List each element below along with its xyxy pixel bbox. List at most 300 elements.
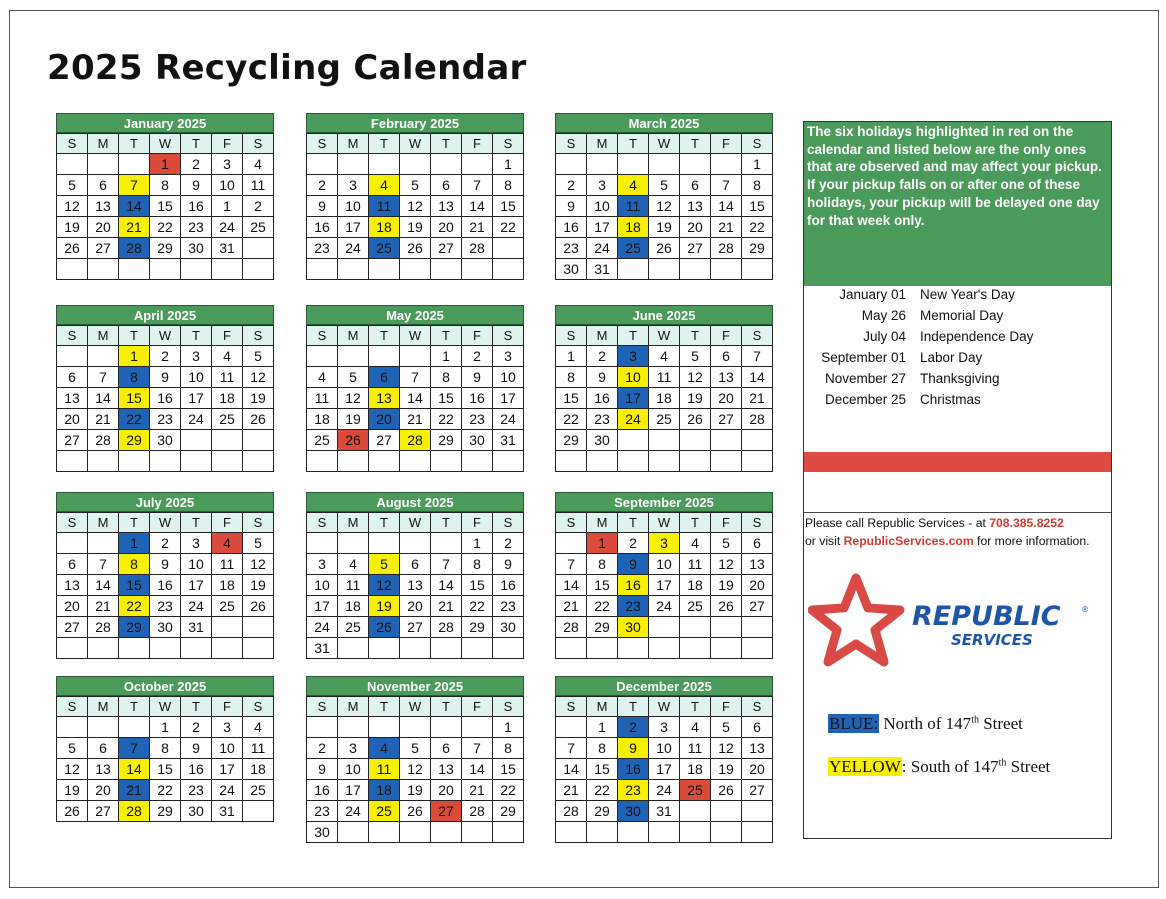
weekday-header: M: [88, 697, 119, 717]
call-prefix: Please call Republic Services - at: [805, 516, 990, 530]
day-cell: 26: [57, 238, 88, 259]
day-cell: 12: [243, 367, 274, 388]
day-cell: 24: [587, 238, 618, 259]
day-cell: 4: [307, 367, 338, 388]
weekday-header: T: [369, 513, 400, 533]
weekday-header: S: [742, 326, 773, 346]
day-cell: 1: [431, 346, 462, 367]
day-cell: [742, 822, 773, 843]
visit-suffix: for more information.: [973, 534, 1090, 548]
week-row: [556, 175, 773, 196]
month-calendar: [306, 492, 524, 659]
day-cell: 4: [649, 346, 680, 367]
day-cell: [587, 451, 618, 472]
day-cell: 14: [431, 575, 462, 596]
legend-blue-swatch: BLUE:: [829, 714, 879, 733]
day-cell: 2: [618, 717, 649, 738]
day-cell: 2: [587, 346, 618, 367]
day-cell: [57, 638, 88, 659]
day-cell: 27: [57, 430, 88, 451]
day-cell: 22: [493, 780, 524, 801]
legend-blue-text: North of 147: [879, 714, 972, 733]
day-cell: 10: [307, 575, 338, 596]
day-cell: [307, 154, 338, 175]
week-row: [57, 259, 274, 280]
day-cell: [431, 451, 462, 472]
day-cell: [431, 638, 462, 659]
day-cell: [493, 238, 524, 259]
day-cell: [369, 451, 400, 472]
weekday-header: M: [338, 697, 369, 717]
day-cell: 5: [649, 175, 680, 196]
week-row: [556, 638, 773, 659]
day-cell: 5: [338, 367, 369, 388]
week-row: [57, 217, 274, 238]
day-cell: 13: [431, 196, 462, 217]
day-cell: [338, 346, 369, 367]
weekday-header: M: [338, 134, 369, 154]
week-row: [57, 638, 274, 659]
day-cell: 31: [587, 259, 618, 280]
day-cell: 8: [150, 175, 181, 196]
day-cell: [400, 259, 431, 280]
day-cell: 10: [649, 554, 680, 575]
day-cell: 26: [649, 238, 680, 259]
day-cell: [711, 451, 742, 472]
phone-number[interactable]: 708.385.8252: [989, 516, 1064, 530]
day-cell: [338, 451, 369, 472]
weekday-header: W: [150, 513, 181, 533]
day-cell: 29: [742, 238, 773, 259]
month-title: September 2025: [555, 492, 773, 512]
week-row: [307, 367, 524, 388]
day-cell: 16: [587, 388, 618, 409]
day-cell: 6: [742, 533, 773, 554]
day-cell: 24: [618, 409, 649, 430]
day-cell: 14: [119, 196, 150, 217]
day-cell: 24: [212, 780, 243, 801]
day-cell: 25: [243, 217, 274, 238]
day-cell: 11: [649, 367, 680, 388]
day-cell: [400, 346, 431, 367]
day-cell: 8: [431, 367, 462, 388]
legend-yellow: [828, 757, 1050, 777]
day-cell: 27: [680, 238, 711, 259]
weekday-header: S: [742, 513, 773, 533]
day-cell: [181, 451, 212, 472]
day-cell: 14: [556, 759, 587, 780]
day-cell: [711, 154, 742, 175]
day-cell: 28: [556, 801, 587, 822]
week-row: [307, 196, 524, 217]
day-cell: [400, 638, 431, 659]
weekday-header: S: [556, 697, 587, 717]
weekday-header: W: [150, 326, 181, 346]
day-cell: [57, 259, 88, 280]
week-row: [307, 451, 524, 472]
day-cell: 18: [338, 596, 369, 617]
week-row: [307, 554, 524, 575]
day-cell: 29: [150, 801, 181, 822]
day-cell: 24: [307, 617, 338, 638]
day-cell: 15: [587, 575, 618, 596]
day-cell: 4: [338, 554, 369, 575]
day-cell: 5: [711, 533, 742, 554]
weekday-header: F: [212, 326, 243, 346]
day-cell: 2: [307, 175, 338, 196]
day-cell: 23: [307, 801, 338, 822]
day-cell: 15: [150, 759, 181, 780]
day-cell: 8: [493, 738, 524, 759]
divider: [804, 512, 1111, 513]
day-cell: 18: [212, 388, 243, 409]
holiday-row: [804, 347, 1111, 368]
day-cell: [618, 822, 649, 843]
day-cell: [462, 451, 493, 472]
day-cell: 21: [88, 409, 119, 430]
day-cell: 9: [181, 738, 212, 759]
day-cell: 22: [462, 596, 493, 617]
day-cell: 9: [618, 554, 649, 575]
day-cell: 29: [587, 801, 618, 822]
day-cell: 3: [181, 346, 212, 367]
day-cell: 30: [618, 801, 649, 822]
day-cell: 13: [742, 554, 773, 575]
day-cell: 6: [742, 717, 773, 738]
day-cell: [243, 259, 274, 280]
weekday-header: S: [243, 134, 274, 154]
day-cell: 11: [338, 575, 369, 596]
day-cell: 17: [649, 575, 680, 596]
day-cell: 15: [119, 575, 150, 596]
day-cell: 20: [369, 409, 400, 430]
day-cell: [119, 717, 150, 738]
day-cell: 28: [88, 617, 119, 638]
day-cell: [431, 717, 462, 738]
day-cell: 26: [369, 617, 400, 638]
day-cell: 25: [212, 596, 243, 617]
day-cell: 4: [618, 175, 649, 196]
day-cell: 18: [243, 759, 274, 780]
day-cell: 13: [369, 388, 400, 409]
day-cell: 29: [556, 430, 587, 451]
day-cell: 5: [400, 738, 431, 759]
day-cell: [57, 154, 88, 175]
day-cell: 9: [618, 738, 649, 759]
day-cell: 6: [369, 367, 400, 388]
day-cell: 15: [742, 196, 773, 217]
day-cell: 11: [618, 196, 649, 217]
day-cell: [150, 259, 181, 280]
day-cell: 10: [338, 196, 369, 217]
day-cell: 20: [742, 575, 773, 596]
week-row: [556, 451, 773, 472]
day-cell: 19: [243, 575, 274, 596]
day-cell: 11: [212, 367, 243, 388]
day-cell: [680, 451, 711, 472]
day-cell: 1: [150, 154, 181, 175]
visit-prefix: or visit: [805, 534, 844, 548]
day-cell: 7: [119, 738, 150, 759]
day-cell: 17: [338, 217, 369, 238]
day-cell: [57, 346, 88, 367]
day-cell: [88, 259, 119, 280]
day-cell: [556, 717, 587, 738]
day-cell: 30: [150, 430, 181, 451]
day-cell: [88, 154, 119, 175]
day-cell: 26: [338, 430, 369, 451]
contact-text: [805, 514, 1111, 550]
day-cell: 1: [212, 196, 243, 217]
day-cell: [680, 154, 711, 175]
day-cell: [742, 638, 773, 659]
day-cell: [88, 638, 119, 659]
day-cell: 15: [462, 575, 493, 596]
month-grid: [306, 325, 524, 472]
weekday-header: F: [462, 326, 493, 346]
day-cell: 30: [307, 822, 338, 843]
day-cell: [150, 451, 181, 472]
day-cell: [338, 259, 369, 280]
day-cell: 21: [711, 217, 742, 238]
logo-line2: SERVICES: [951, 631, 1033, 649]
day-cell: 3: [649, 717, 680, 738]
week-row: [556, 596, 773, 617]
day-cell: 2: [618, 533, 649, 554]
day-cell: 29: [431, 430, 462, 451]
day-cell: 11: [243, 175, 274, 196]
week-row: [307, 409, 524, 430]
week-row: [57, 346, 274, 367]
day-cell: [556, 451, 587, 472]
day-cell: 19: [711, 759, 742, 780]
month-grid: [555, 512, 773, 659]
day-cell: 18: [369, 217, 400, 238]
day-cell: 30: [587, 430, 618, 451]
day-cell: 21: [462, 217, 493, 238]
day-cell: 5: [680, 346, 711, 367]
day-cell: 26: [711, 780, 742, 801]
day-cell: 5: [57, 175, 88, 196]
weekday-header: S: [307, 513, 338, 533]
day-cell: [493, 822, 524, 843]
day-cell: 20: [88, 217, 119, 238]
weekday-header: T: [431, 134, 462, 154]
week-row: [57, 409, 274, 430]
day-cell: [431, 822, 462, 843]
day-cell: 2: [181, 154, 212, 175]
day-cell: 29: [462, 617, 493, 638]
day-cell: 9: [307, 759, 338, 780]
day-cell: 2: [150, 533, 181, 554]
weekday-header: W: [400, 697, 431, 717]
day-cell: 25: [618, 238, 649, 259]
day-cell: [587, 154, 618, 175]
day-cell: [711, 801, 742, 822]
day-cell: 21: [556, 596, 587, 617]
day-cell: 8: [556, 367, 587, 388]
day-cell: 10: [618, 367, 649, 388]
day-cell: [618, 451, 649, 472]
day-cell: 10: [493, 367, 524, 388]
day-cell: 9: [307, 196, 338, 217]
day-cell: 23: [618, 596, 649, 617]
day-cell: [212, 451, 243, 472]
day-cell: 7: [119, 175, 150, 196]
day-cell: 26: [400, 801, 431, 822]
day-cell: 7: [462, 738, 493, 759]
day-cell: 23: [181, 780, 212, 801]
day-cell: 30: [493, 617, 524, 638]
week-row: [556, 154, 773, 175]
day-cell: [493, 451, 524, 472]
day-cell: 1: [493, 154, 524, 175]
weekday-header: T: [618, 513, 649, 533]
day-cell: 5: [57, 738, 88, 759]
day-cell: 21: [400, 409, 431, 430]
republic-services-logo: [808, 570, 1108, 670]
month-grid: [56, 133, 274, 280]
day-cell: [57, 533, 88, 554]
week-row: [556, 238, 773, 259]
day-cell: 12: [243, 554, 274, 575]
weekday-header: F: [711, 326, 742, 346]
day-cell: [711, 617, 742, 638]
red-divider-bar: [804, 452, 1111, 472]
day-cell: 30: [150, 617, 181, 638]
day-cell: 28: [711, 238, 742, 259]
day-cell: [150, 638, 181, 659]
day-cell: 24: [212, 217, 243, 238]
weekday-header: T: [181, 513, 212, 533]
day-cell: [742, 451, 773, 472]
day-cell: [711, 430, 742, 451]
day-cell: 23: [181, 217, 212, 238]
week-row: [556, 196, 773, 217]
day-cell: 25: [680, 596, 711, 617]
weekday-header: F: [711, 134, 742, 154]
day-cell: 3: [618, 346, 649, 367]
day-cell: 30: [556, 259, 587, 280]
holiday-date: July 04: [863, 329, 906, 344]
day-cell: 24: [181, 596, 212, 617]
holiday-name: Christmas: [920, 392, 981, 407]
day-cell: 16: [556, 217, 587, 238]
week-row: [556, 367, 773, 388]
day-cell: 8: [150, 738, 181, 759]
week-row: [57, 388, 274, 409]
day-cell: [493, 259, 524, 280]
day-cell: 15: [587, 759, 618, 780]
month-calendar: [555, 492, 773, 659]
day-cell: 26: [680, 409, 711, 430]
day-cell: 7: [431, 554, 462, 575]
day-cell: 9: [181, 175, 212, 196]
day-cell: [680, 638, 711, 659]
day-cell: 13: [431, 759, 462, 780]
day-cell: 14: [119, 759, 150, 780]
day-cell: 19: [400, 217, 431, 238]
weekday-header: S: [243, 326, 274, 346]
day-cell: [680, 822, 711, 843]
day-cell: 23: [462, 409, 493, 430]
day-cell: 19: [680, 388, 711, 409]
day-cell: [462, 259, 493, 280]
holiday-row: [804, 305, 1111, 326]
day-cell: 22: [119, 596, 150, 617]
legend-blue-ordinal: th: [971, 714, 979, 726]
week-row: [307, 533, 524, 554]
day-cell: 20: [88, 780, 119, 801]
day-cell: 21: [742, 388, 773, 409]
week-row: [556, 217, 773, 238]
day-cell: [493, 638, 524, 659]
day-cell: 19: [243, 388, 274, 409]
weekday-header: W: [649, 134, 680, 154]
week-row: [556, 822, 773, 843]
day-cell: 3: [338, 738, 369, 759]
day-cell: 24: [338, 238, 369, 259]
day-cell: 29: [150, 238, 181, 259]
holiday-row: [804, 284, 1111, 305]
month-calendar: [56, 676, 274, 822]
weekday-header: T: [618, 697, 649, 717]
day-cell: 22: [587, 596, 618, 617]
month-calendar: [306, 113, 524, 280]
day-cell: 2: [556, 175, 587, 196]
day-cell: 6: [680, 175, 711, 196]
day-cell: 12: [400, 196, 431, 217]
weekday-header: T: [618, 134, 649, 154]
logo-line1: REPUBLIC: [912, 601, 1061, 632]
day-cell: 3: [212, 154, 243, 175]
month-title: March 2025: [555, 113, 773, 133]
weekday-header: T: [431, 513, 462, 533]
month-grid: [555, 133, 773, 280]
day-cell: 7: [462, 175, 493, 196]
day-cell: 7: [88, 554, 119, 575]
day-cell: 4: [212, 533, 243, 554]
day-cell: 5: [243, 346, 274, 367]
legend-yellow-street: Street: [1006, 757, 1051, 776]
day-cell: 12: [57, 759, 88, 780]
day-cell: 1: [587, 533, 618, 554]
day-cell: 9: [150, 554, 181, 575]
week-row: [556, 801, 773, 822]
day-cell: 5: [400, 175, 431, 196]
day-cell: 8: [493, 175, 524, 196]
day-cell: [462, 822, 493, 843]
day-cell: 11: [680, 554, 711, 575]
day-cell: 28: [400, 430, 431, 451]
day-cell: 22: [431, 409, 462, 430]
day-cell: [243, 238, 274, 259]
day-cell: 14: [742, 367, 773, 388]
weekday-header: S: [493, 513, 524, 533]
week-row: [307, 346, 524, 367]
day-cell: 31: [649, 801, 680, 822]
day-cell: 16: [493, 575, 524, 596]
day-cell: 8: [462, 554, 493, 575]
day-cell: 21: [119, 217, 150, 238]
day-cell: 10: [587, 196, 618, 217]
day-cell: [649, 259, 680, 280]
weekday-header: T: [680, 134, 711, 154]
weekday-header: T: [431, 697, 462, 717]
website-link[interactable]: RepublicServices.com: [843, 534, 974, 548]
weekday-header: W: [400, 326, 431, 346]
day-cell: [88, 451, 119, 472]
